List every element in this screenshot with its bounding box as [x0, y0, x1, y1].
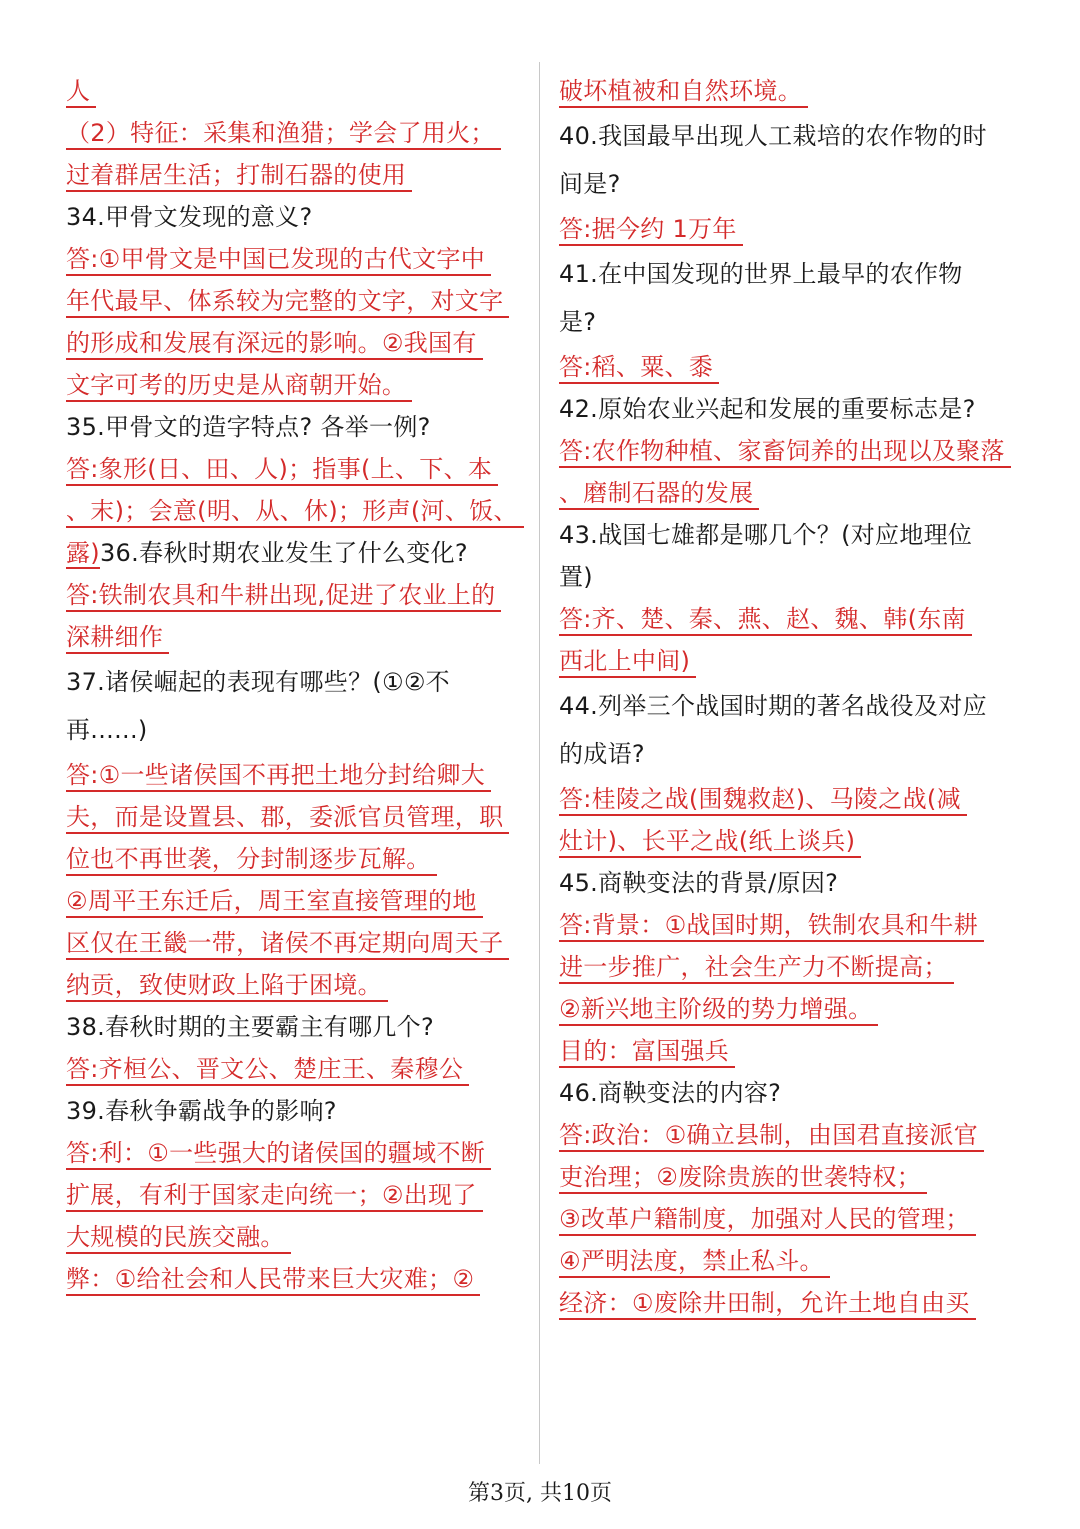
- answer-line: 、末)；会意(明、从、休)；形声(河、饭、: [66, 490, 526, 532]
- answer-line: 答:利：①一些强大的诸侯国的疆域不断: [66, 1132, 526, 1174]
- question-41: 41.在中国发现的世界上最早的农作物: [559, 260, 963, 288]
- question-36: 36.春秋时期农业发生了什么变化?: [99, 539, 468, 567]
- question-44: 44.列举三个战国时期的著名战役及对应: [559, 692, 987, 720]
- answer-line: 扩展，有利于国家走向统一；②出现了: [66, 1174, 526, 1216]
- answer-line: 答:政治：①确立县制，由国君直接派官: [559, 1114, 1029, 1156]
- page-number: 第3页, 共10页: [468, 1481, 612, 1506]
- answer-line: 弊：①给社会和人民带来巨大灾难；②: [66, 1258, 526, 1300]
- answer-line: 答:①一些诸侯国不再把土地分封给卿大: [66, 754, 526, 796]
- question-34: 34.甲骨文发现的意义?: [66, 203, 313, 231]
- answer-line: 过着群居生活；打制石器的使用: [66, 154, 526, 196]
- answer-line: ③改革户籍制度，加强对人民的管理；: [559, 1198, 1029, 1240]
- answer-line: 年代最早、体系较为完整的文字，对文字: [66, 280, 526, 322]
- question-45: 45.商鞅变法的背景/原因?: [559, 869, 839, 897]
- answer-line: （2）特征：采集和渔猎；学会了用火；: [66, 112, 526, 154]
- answer-line: 夫，而是设置县、郡，委派官员管理，职: [66, 796, 526, 838]
- answer-line: ④严明法度，禁止私斗。: [559, 1240, 1029, 1282]
- answer-line: 吏治理；②废除贵族的世袭特权；: [559, 1156, 1029, 1198]
- answer-line: 答:①甲骨文是中国已发现的古代文字中: [66, 238, 526, 280]
- question-39: 39.春秋争霸战争的影响?: [66, 1097, 337, 1125]
- answer-line: 破坏植被和自然环境。: [559, 70, 1029, 112]
- answer-line: 大规模的民族交融。: [66, 1216, 526, 1258]
- question-42: 42.原始农业兴起和发展的重要标志是?: [559, 395, 976, 423]
- question-37-cont: 再......): [66, 716, 148, 744]
- answer-line: 答:稻、粟、黍: [559, 346, 1029, 388]
- answer-line: 答:据今约 1万年: [559, 208, 1029, 250]
- answer-35-end: 露): [66, 539, 100, 567]
- answer-line: 答:背景：①战国时期，铁制农具和牛耕: [559, 904, 1029, 946]
- answer-line: 灶计)、长平之战(纸上谈兵): [559, 820, 1029, 862]
- answer-line: 区仅在王畿一带，诸侯不再定期向周天子: [66, 922, 526, 964]
- answer-line: 纳贡，致使财政上陷于困境。: [66, 964, 526, 1006]
- answer-line: 深耕细作: [66, 616, 526, 658]
- question-37: 37.诸侯崛起的表现有哪些？(①②不: [66, 668, 450, 696]
- answer-line: 位也不再世袭，分封制逐步瓦解。: [66, 838, 526, 880]
- answer-line: 进一步推广，社会生产力不断提高；: [559, 946, 1029, 988]
- question-35: 35.甲骨文的造字特点? 各举一例?: [66, 413, 431, 441]
- question-44-cont: 的成语?: [559, 740, 645, 768]
- left-column: [66, 70, 526, 1300]
- answer-line: 答:农作物种植、家畜饲养的出现以及聚落: [559, 430, 1029, 472]
- question-43: 43.战国七雄都是哪几个？(对应地理位: [559, 521, 973, 549]
- answer-line: 文字可考的历史是从商朝开始。: [66, 364, 526, 406]
- answer-line: ②新兴地主阶级的势力增强。: [559, 988, 1029, 1030]
- answer-line: 目的：富国强兵: [559, 1030, 1029, 1072]
- answer-line: 答:铁制农具和牛耕出现,促进了农业上的: [66, 574, 526, 616]
- answer-line: 经济：①废除井田制，允许土地自由买: [559, 1282, 1029, 1324]
- question-43-cont: 置): [559, 563, 593, 591]
- column-divider: [539, 62, 540, 1464]
- answer-line: 人: [66, 70, 526, 112]
- question-38: 38.春秋时期的主要霸主有哪几个?: [66, 1013, 435, 1041]
- question-41-cont: 是?: [559, 308, 597, 336]
- answer-line: 答:齐、楚、秦、燕、赵、魏、韩(东南: [559, 598, 1029, 640]
- question-40: 40.我国最早出现人工栽培的农作物的时: [559, 122, 987, 150]
- answer-line: ②周平王东迁后，周王室直接管理的地: [66, 880, 526, 922]
- question-40-cont: 间是?: [559, 170, 621, 198]
- question-46: 46.商鞅变法的内容?: [559, 1079, 782, 1107]
- question-36-line: [66, 532, 526, 574]
- answer-line: 西北上中间): [559, 640, 1029, 682]
- answer-line: 、磨制石器的发展: [559, 472, 1029, 514]
- answer-line: 答:桂陵之战(围魏救赵)、马陵之战(减: [559, 778, 1029, 820]
- answer-line: 的形成和发展有深远的影响。②我国有: [66, 322, 526, 364]
- right-column: [559, 70, 1029, 1324]
- answer-line: 答:齐桓公、晋文公、楚庄王、秦穆公: [66, 1048, 526, 1090]
- answer-line: 答:象形(日、田、人)；指事(上、下、本: [66, 448, 526, 490]
